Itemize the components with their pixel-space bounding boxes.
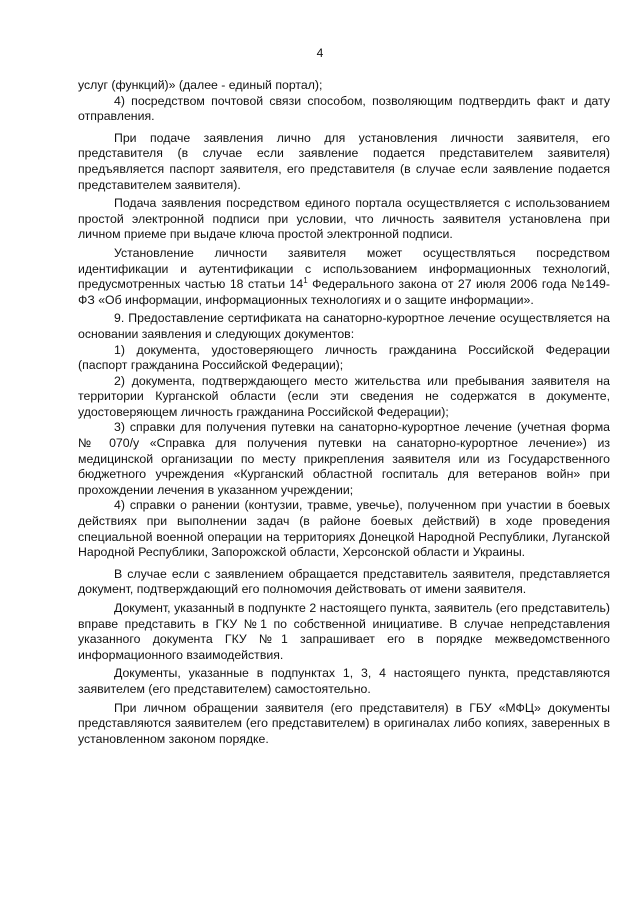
paragraph-subitem-2: 2) документа, подтверждающего место жительства или пребывания заявителя на территории Курганской области (если эти сведения не содержатся в документе, удостоверяющем личность гражданина Российской Федерации); <box>78 373 610 419</box>
paragraph-mfc: При личном обращении заявителя (его представителя) в ГБУ «МФЦ» документы представляются заявителем (его представителем) в оригиналах либо копиях, заверенных в установленном законом порядке. <box>78 700 610 746</box>
paragraph-item-9: 9. Предоставление сертификата на санаторно-курортное лечение осуществляется на основании заявления и следующих документов: <box>78 311 610 341</box>
identification-text-before: Установление личности заявителя может осуществляться посредством идентификации и аутентификации с использованием информационных технологий, предусмотренных частью 18 статьи 14 <box>78 245 610 292</box>
paragraph-electronic-signature: Подача заявления посредством единого портала осуществляется с использованием простой электронной подписи при условии, что личность заявителя установлена при личном приеме при выдаче ключа простой электронной подписи. <box>78 196 610 242</box>
paragraph-identification <box>78 246 610 308</box>
identification-text-after: Федерального закона от 27 июля 2006 года №149-ФЗ «Об информации, информационных технологиях и о защите информации». <box>78 277 610 307</box>
paragraph-representative: В случае если с заявлением обращается представитель заявителя, представляется документ, подтверждающий его полномочия действовать от имени заявителя. <box>78 566 610 597</box>
document-body <box>78 78 610 747</box>
paragraph-in-person: При подаче заявления лично для установления личности заявителя, его представителя (в случае если заявление подается представителем заявителя) предъявляется паспорт заявителя, его представителя (в случае если заявление подается представителем заявителя). <box>78 130 610 192</box>
paragraph-documents-1-3-4: Документы, указанные в подпунктах 1, 3, 4 настоящего пункта, представляются заявителем (его представителем) самостоятельно. <box>78 666 610 696</box>
paragraph-subitem-1: 1) документа, удостоверяющего личность гражданина Российской Федерации (паспорт гражданина Российской Федерации); <box>78 342 610 373</box>
footnote-superscript: 1 <box>303 276 308 286</box>
paragraph-subitem-3: 3) справки для получения путевки на санаторно-курортное лечение (учетная форма № 070/у «Справка для получения путевки на санаторно-курортное лечение») из медицинской организации по месту прикрепления заявителя или из Государственного бюджетного учреждения «Курганский областной госпиталь для ветеранов войн» при прохождении лечения в указанном учреждении; <box>78 420 610 497</box>
page-number: 4 <box>316 46 324 60</box>
paragraph-portal-continuation: услуг (функций)» (далее - единый портал); <box>78 78 323 92</box>
paragraph-postal: 4) посредством почтовой связи способом, позволяющим подтвердить факт и дату отправления. <box>78 93 610 124</box>
paragraph-document-subitem-2: Документ, указанный в подпункте 2 настоящего пункта, заявитель (его представитель) вправе представить в ГКУ №1 по собственной инициативе. В случае непредставления указанного документа ГКУ №1 запрашивает его в порядке межведомственного информационного взаимодействия. <box>78 601 610 662</box>
paragraph-subitem-4: 4) справки о ранении (контузии, травме, увечье), полученном при участии в боевых действиях при выполнении задач (в районе боевых действий) в ходе проведения специальной военной операции на территориях Донецкой Народной Республики, Луганской Народной Республики, Запорожской области, Херсонской области и Украины. <box>78 498 610 560</box>
